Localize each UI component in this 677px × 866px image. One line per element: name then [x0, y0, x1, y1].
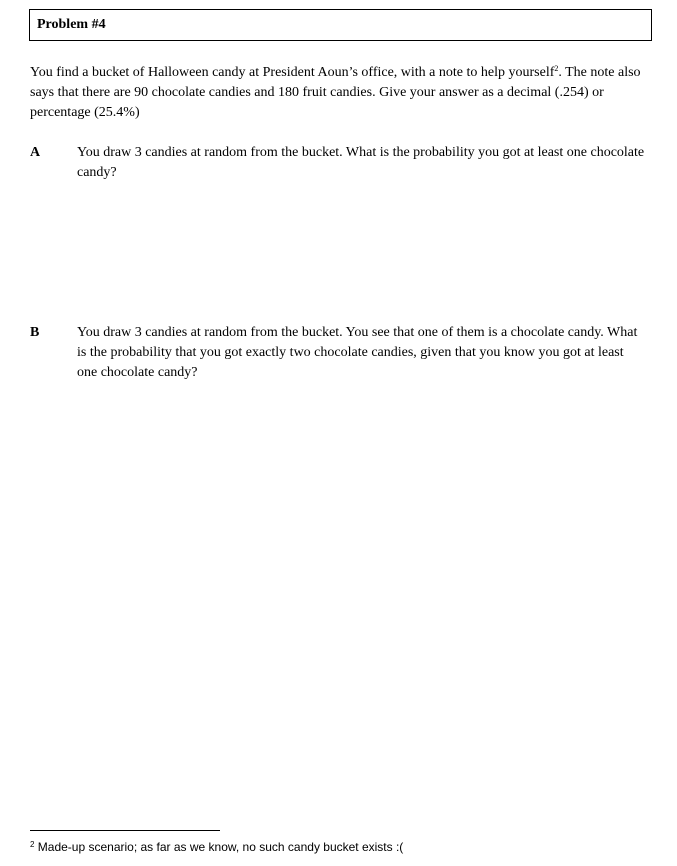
footnote	[30, 840, 403, 855]
problem-title: Problem #4	[37, 17, 106, 32]
part-b-letter: B	[30, 325, 40, 340]
part-a-question: You draw 3 candies at random from the bucket. What is the probability you got at least one chocolate candy?	[77, 145, 645, 180]
intro-text-rest: . The note also says that there are 90 chocolate candies and 180 fruit candies. Give your answer as a decimal (.254) or percentage (25.4%)	[30, 65, 641, 120]
part-b-question: You draw 3 candies at random from the bucket. You see that one of them is a chocolate candy. What is the probability that you got exactly two chocolate candies, given that you know you got at least one chocolate candy?	[77, 325, 638, 380]
footnote-text: Made-up scenario; as far as we know, no such candy bucket exists :(	[34, 840, 404, 854]
intro-text: You find a bucket of Halloween candy at President Aoun’s office, with a note to help yourself	[30, 65, 555, 80]
footnote-divider	[30, 830, 220, 831]
footnote-number: 2	[30, 840, 35, 849]
part-a-letter: A	[30, 145, 41, 160]
problem-header-box	[29, 9, 652, 41]
problem-intro	[30, 63, 652, 123]
footnote-reference: 2	[554, 64, 559, 73]
